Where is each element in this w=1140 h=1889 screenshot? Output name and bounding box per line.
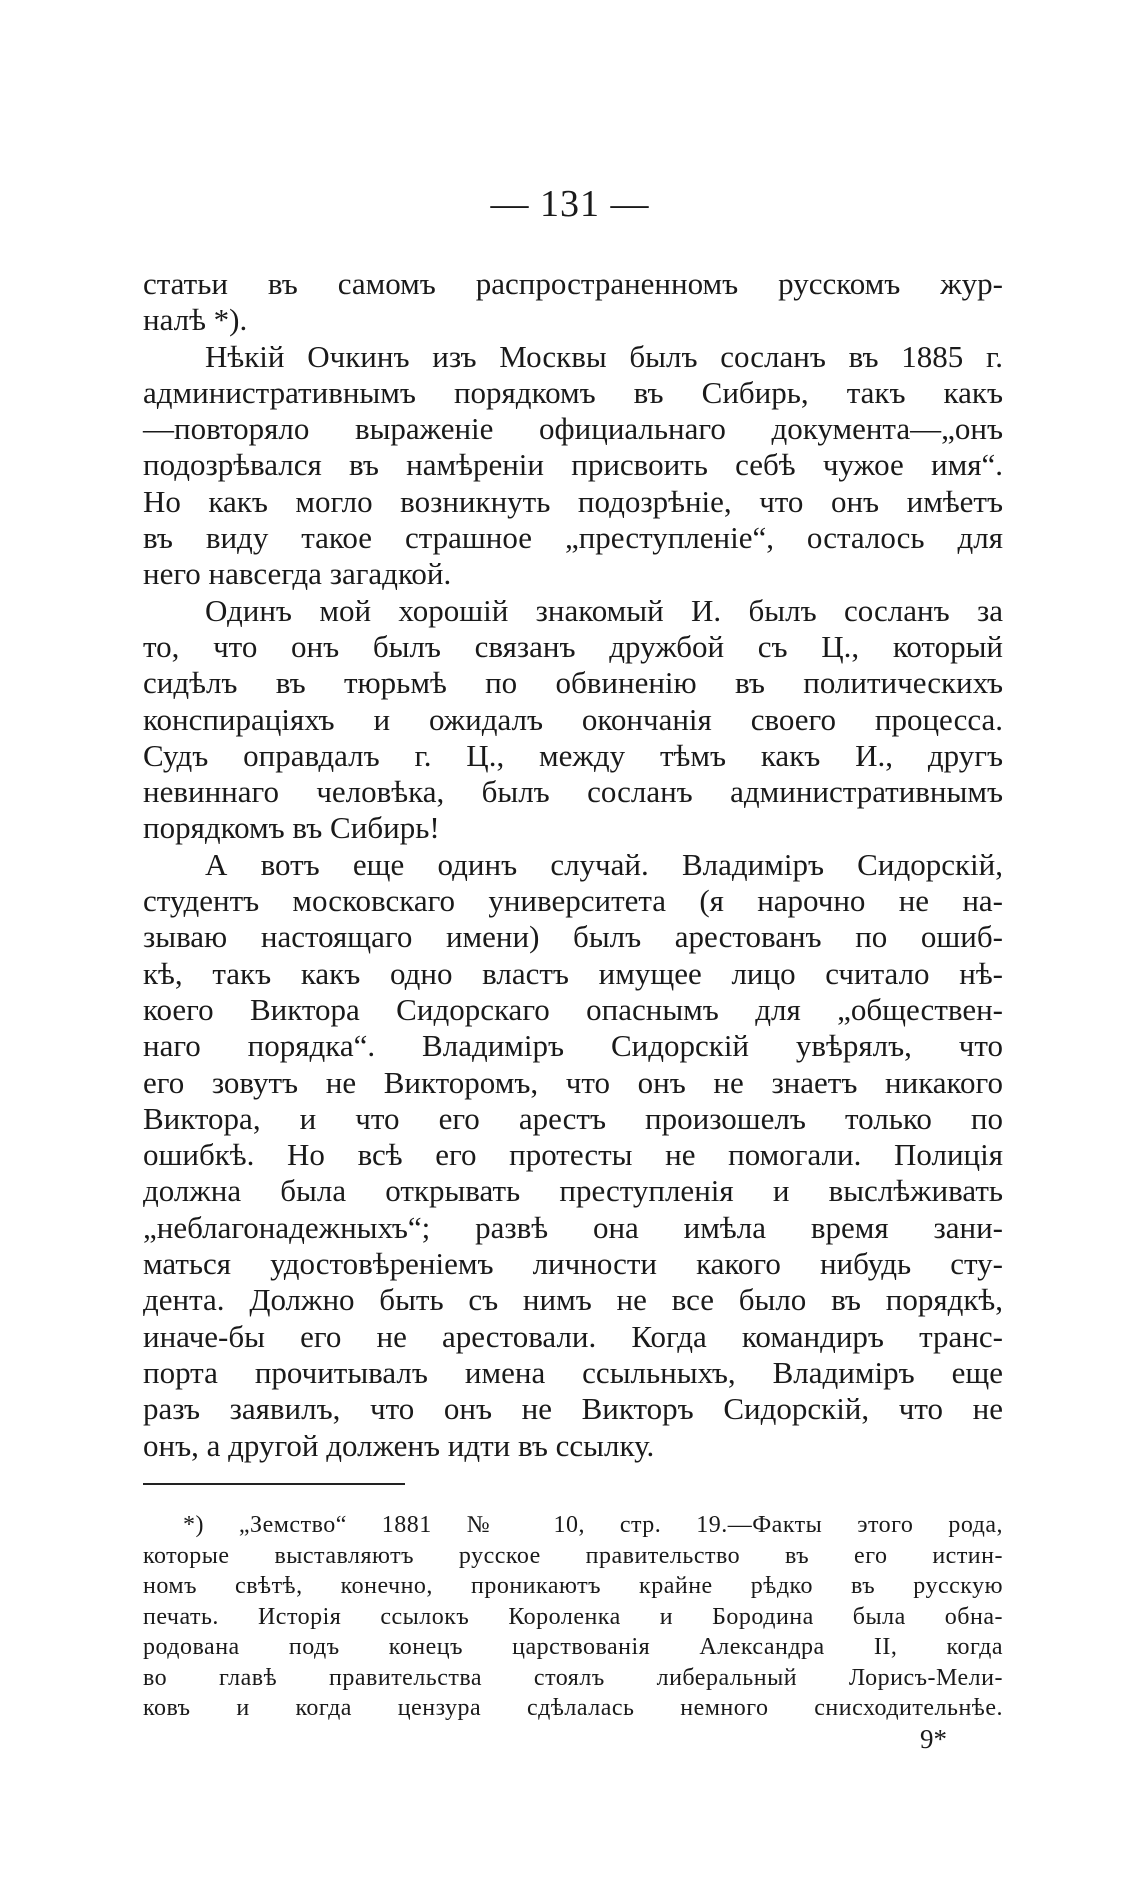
footnote: [143, 1510, 1003, 1724]
footnote-separator: [143, 1483, 405, 1485]
text-line: порта прочитывалъ имена ссыльныхъ, Владиміръ еще: [143, 1354, 1003, 1390]
text-line: налѣ *).: [143, 302, 248, 338]
text-line: сидѣлъ въ тюрьмѣ по обвиненію въ политическихъ: [143, 665, 1003, 701]
text-line: должна была открывать преступленія и выслѣживать: [143, 1173, 1003, 1209]
text-line: студентъ московскаго университета (я нарочно не на-: [143, 883, 1003, 919]
text-line: подозрѣвался въ намѣреніи присвоить себѣ чужое имя“.: [143, 447, 1003, 483]
footnote-line: родована подъ конецъ царствованія Александра II, когда: [143, 1634, 1003, 1660]
text-line: невиннаго человѣка, былъ сосланъ административнымъ: [143, 774, 1003, 810]
printer-signature-mark: 9*: [920, 1724, 947, 1754]
text-line: его зовутъ не Викторомъ, что онъ не знаетъ никакого: [143, 1064, 1003, 1100]
text-line: коего Виктора Сидорскаго опаснымъ для „обществен-: [143, 991, 1003, 1027]
text-line: зываю настоящаго имени) былъ арестованъ по ошиб-: [143, 919, 1003, 955]
text-line: него навсегда загадкой.: [143, 556, 452, 592]
text-line: ошибкѣ. Но всѣ его протесты не помогали. Полиція: [143, 1137, 1003, 1173]
text-line: Одинъ мой хорошій знакомый И. былъ сосланъ за: [205, 592, 1003, 628]
body-text: [143, 266, 1003, 1464]
text-line: въ виду такое страшное „преступленіе“, осталось для: [143, 520, 1003, 556]
text-line: административнымъ порядкомъ въ Сибирь, такъ какъ: [143, 374, 1003, 410]
text-line: „неблагонадежныхъ“; развѣ она имѣла время зани-: [143, 1209, 1003, 1245]
text-line: порядкомъ въ Сибирь!: [143, 810, 440, 846]
footnote-line: *) „Земство“ 1881 № 10, стр. 19.—Факты этого рода,: [183, 1512, 1003, 1538]
page-number: — 131 —: [490, 183, 650, 225]
text-line: разъ заявилъ, что онъ не Викторъ Сидорскій, что не: [143, 1391, 1003, 1427]
text-line: дента. Должно быть съ нимъ не все было въ порядкѣ,: [143, 1282, 1003, 1318]
text-line: маться удостовѣреніемъ личности какого нибудь сту-: [143, 1246, 1003, 1282]
text-line: Нѣкій Очкинъ изъ Москвы былъ сосланъ въ 1885 г.: [205, 338, 1003, 374]
text-line: наго порядка“. Владиміръ Сидорскій увѣрялъ, что: [143, 1028, 1003, 1064]
footnote-line: номъ свѣтѣ, конечно, проникаютъ крайне рѣдко въ русскую: [143, 1573, 1003, 1599]
text-line: то, что онъ былъ связанъ дружбой съ Ц., который: [143, 628, 1003, 664]
text-line: кѣ, такъ какъ одно властъ имущее лицо считало нѣ-: [143, 955, 1003, 991]
footnote-line: которые выставляютъ русское правительство въ его истин-: [143, 1542, 1003, 1569]
text-line: —повторяло выраженіе официальнаго документа—„онъ: [143, 411, 1003, 447]
text-line: конспирацiяхъ и ожидалъ окончанія своего процесса.: [143, 701, 1003, 737]
text-line: онъ, а другой долженъ идти въ ссылку.: [143, 1427, 655, 1463]
text-line: иначе-бы его не арестовали. Когда командиръ транс-: [143, 1318, 1003, 1354]
footnote-line: во главѣ правительства стоялъ либеральный Лорисъ-Мели-: [143, 1664, 1003, 1691]
footnote-line: печать. Исторія ссылокъ Короленка и Бородина была обна-: [143, 1603, 1003, 1630]
text-line: Судъ оправдалъ г. Ц., между тѣмъ какъ И., другъ: [143, 737, 1003, 773]
text-line: Но какъ могло возникнуть подозрѣніе, что онъ имѣетъ: [143, 483, 1003, 519]
footnote-line: ковъ и когда цензура сдѣлалась немного снисходительнѣе.: [143, 1695, 1003, 1721]
text-line: Виктора, и что его арестъ произошелъ только по: [143, 1100, 1003, 1136]
text-line: А вотъ еще одинъ случай. Владиміръ Сидорскій,: [205, 846, 1003, 882]
text-line: статьи въ самомъ распространенномъ русскомъ жур-: [143, 266, 1003, 301]
